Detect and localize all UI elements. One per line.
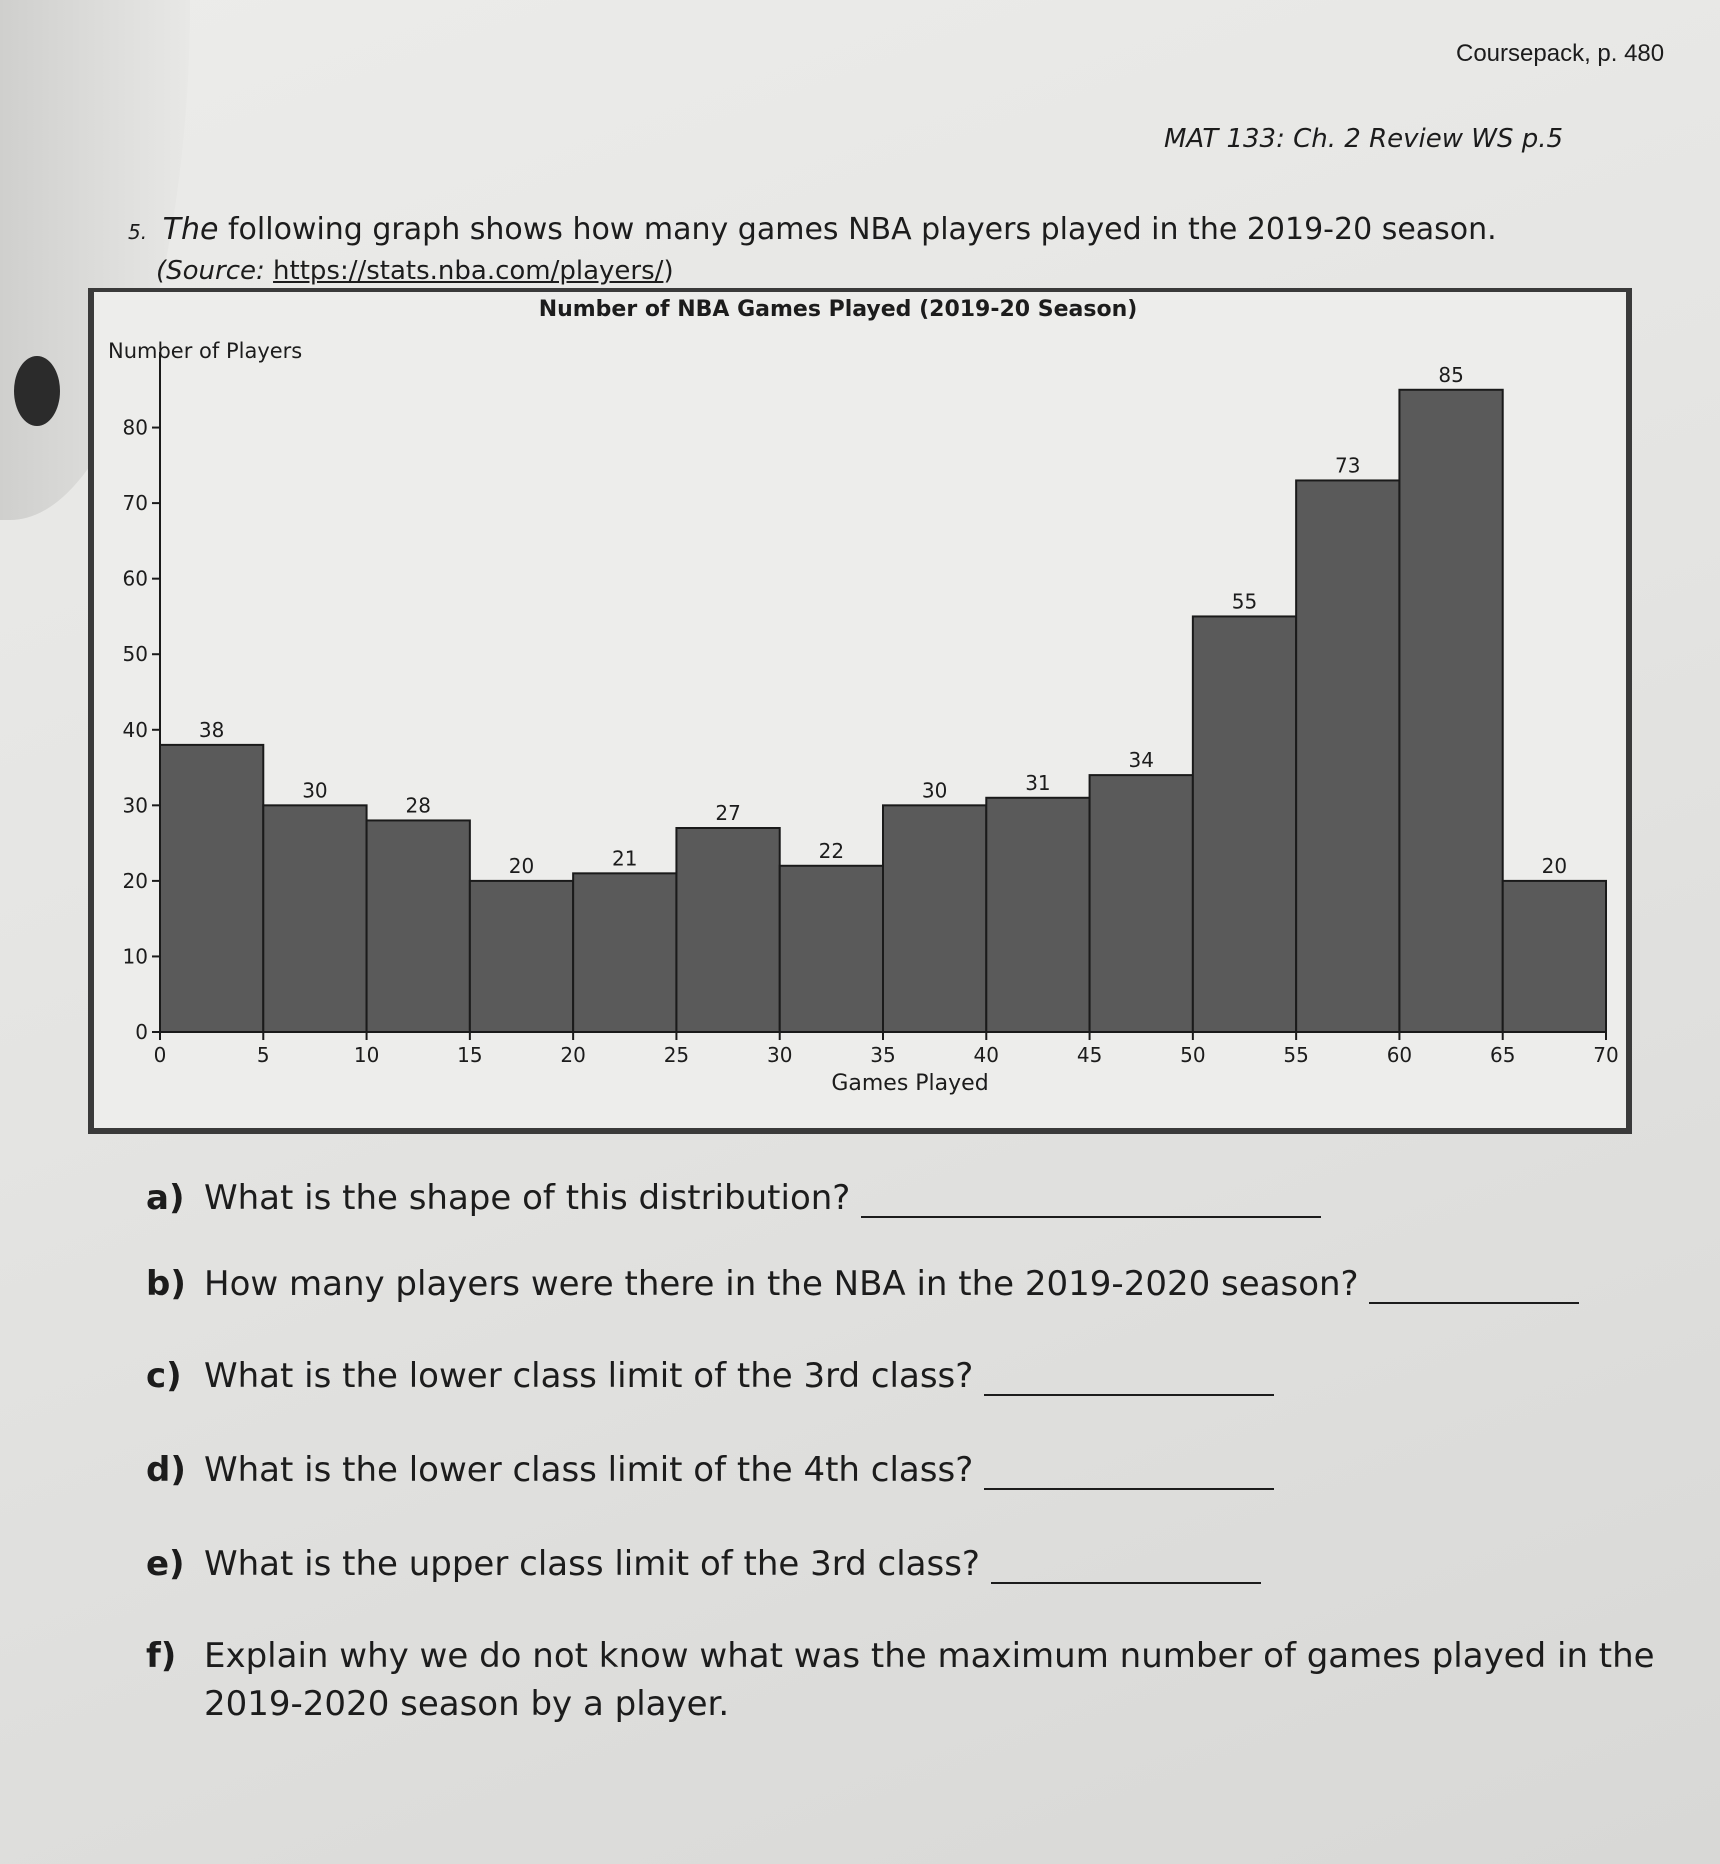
bar-value-label: 30 bbox=[921, 778, 948, 803]
question-letter: c) bbox=[146, 1356, 182, 1396]
x-tick-label: 70 bbox=[1593, 1043, 1619, 1067]
question-b bbox=[146, 1264, 1579, 1304]
question-letter: b) bbox=[146, 1264, 186, 1304]
histogram-bar bbox=[1090, 775, 1193, 1032]
bar-value-label: 20 bbox=[508, 853, 535, 878]
histogram-bar bbox=[883, 805, 986, 1032]
bar-value-label: 20 bbox=[1541, 853, 1568, 878]
histogram-bar bbox=[1296, 480, 1399, 1032]
x-axis-label: Games Played bbox=[831, 1071, 989, 1096]
histogram-bar bbox=[160, 745, 263, 1032]
histogram-bar bbox=[367, 820, 470, 1032]
source-close: ) bbox=[663, 256, 674, 286]
x-tick-label: 20 bbox=[560, 1043, 586, 1067]
x-tick-label: 40 bbox=[973, 1043, 1000, 1067]
worksheet-title: MAT 133: Ch. 2 Review WS p.5 bbox=[1164, 124, 1564, 154]
question-e bbox=[146, 1544, 1261, 1584]
question-c bbox=[146, 1356, 1274, 1396]
coursepack-label: Coursepack, p. 480 bbox=[1456, 40, 1665, 67]
y-tick-label: 70 bbox=[122, 491, 148, 516]
histogram-bar bbox=[573, 873, 676, 1032]
bar-value-label: 38 bbox=[198, 717, 225, 742]
question-f bbox=[146, 1636, 1655, 1724]
problem-number: 5. bbox=[128, 220, 148, 244]
bar-value-label: 34 bbox=[1128, 748, 1154, 773]
problem-intro bbox=[128, 212, 1497, 247]
question-text: Explain why we do not know what was the maximum number of games played in the bbox=[204, 1636, 1655, 1676]
question-text-continued: 2019-2020 season by a player. bbox=[204, 1684, 730, 1724]
histogram-bar bbox=[470, 881, 573, 1032]
answer-blank-b[interactable] bbox=[1369, 1272, 1579, 1304]
x-tick-label: 0 bbox=[153, 1043, 167, 1067]
x-tick-label: 50 bbox=[1180, 1043, 1206, 1067]
bar-value-label: 31 bbox=[1025, 770, 1051, 795]
chart-title: Number of NBA Games Played (2019-20 Season) bbox=[538, 297, 1138, 322]
histogram-bar bbox=[1193, 616, 1296, 1032]
y-tick-label: 0 bbox=[135, 1020, 148, 1044]
x-tick-label: 5 bbox=[256, 1043, 270, 1067]
histogram-bar bbox=[1503, 881, 1606, 1032]
x-tick-label: 15 bbox=[457, 1043, 483, 1067]
y-tick-label: 20 bbox=[122, 868, 148, 893]
question-letter: e) bbox=[146, 1544, 185, 1584]
answer-blank-a[interactable] bbox=[861, 1186, 1321, 1218]
x-tick-label: 55 bbox=[1283, 1043, 1309, 1067]
answer-blank-d[interactable] bbox=[984, 1458, 1274, 1490]
question-letter: f) bbox=[146, 1636, 177, 1676]
intro-text: following graph shows how many games NBA players played in the 2019-20 season. bbox=[227, 212, 1497, 247]
bar-value-label: 28 bbox=[405, 793, 431, 818]
y-axis-label: Number of Players bbox=[108, 339, 303, 363]
answer-blank-e[interactable] bbox=[991, 1552, 1261, 1584]
question-a bbox=[146, 1178, 1321, 1218]
y-tick-label: 40 bbox=[122, 717, 148, 742]
answer-blank-c[interactable] bbox=[984, 1364, 1274, 1396]
histogram-frame bbox=[88, 288, 1632, 1134]
bar-value-label: 55 bbox=[1231, 589, 1258, 614]
source-open: (Source: bbox=[156, 256, 274, 286]
x-tick-label: 60 bbox=[1386, 1043, 1413, 1067]
question-letter: d) bbox=[146, 1450, 186, 1490]
histogram-bar bbox=[1399, 390, 1502, 1032]
x-tick-label: 65 bbox=[1489, 1043, 1516, 1067]
histogram-bar bbox=[986, 798, 1089, 1032]
y-tick-label: 80 bbox=[122, 415, 148, 440]
histogram-bar bbox=[676, 828, 779, 1032]
punch-hole bbox=[14, 356, 60, 426]
bar-value-label: 30 bbox=[302, 778, 328, 803]
question-d bbox=[146, 1450, 1274, 1490]
question-text: What is the lower class limit of the 4th class? bbox=[204, 1450, 974, 1490]
histogram-chart bbox=[94, 292, 1626, 1128]
intro-prefix: The bbox=[162, 212, 219, 247]
question-text: What is the upper class limit of the 3rd class? bbox=[204, 1544, 980, 1584]
x-tick-label: 10 bbox=[353, 1043, 380, 1067]
bar-value-label: 27 bbox=[715, 801, 741, 825]
question-text: How many players were there in the NBA in the 2019-2020 season? bbox=[204, 1264, 1359, 1304]
y-tick-label: 60 bbox=[122, 566, 148, 591]
x-tick-label: 25 bbox=[663, 1043, 690, 1067]
y-tick-label: 30 bbox=[122, 793, 148, 818]
bar-value-label: 85 bbox=[1438, 362, 1464, 387]
question-letter: a) bbox=[146, 1178, 185, 1218]
bar-value-label: 22 bbox=[818, 838, 845, 863]
histogram-bar bbox=[780, 866, 883, 1032]
bar-value-label: 21 bbox=[612, 846, 638, 871]
y-tick-label: 10 bbox=[122, 944, 148, 969]
x-tick-label: 30 bbox=[766, 1043, 793, 1067]
source-link[interactable]: https://stats.nba.com/players/ bbox=[273, 256, 664, 286]
question-text: What is the lower class limit of the 3rd class? bbox=[204, 1356, 974, 1396]
bar-value-label: 73 bbox=[1335, 453, 1361, 478]
x-tick-label: 35 bbox=[870, 1043, 896, 1067]
y-tick-label: 50 bbox=[122, 642, 148, 667]
question-text: What is the shape of this distribution? bbox=[204, 1178, 851, 1218]
x-tick-label: 45 bbox=[1076, 1043, 1103, 1067]
source-line bbox=[156, 256, 674, 286]
histogram-bar bbox=[263, 805, 366, 1032]
